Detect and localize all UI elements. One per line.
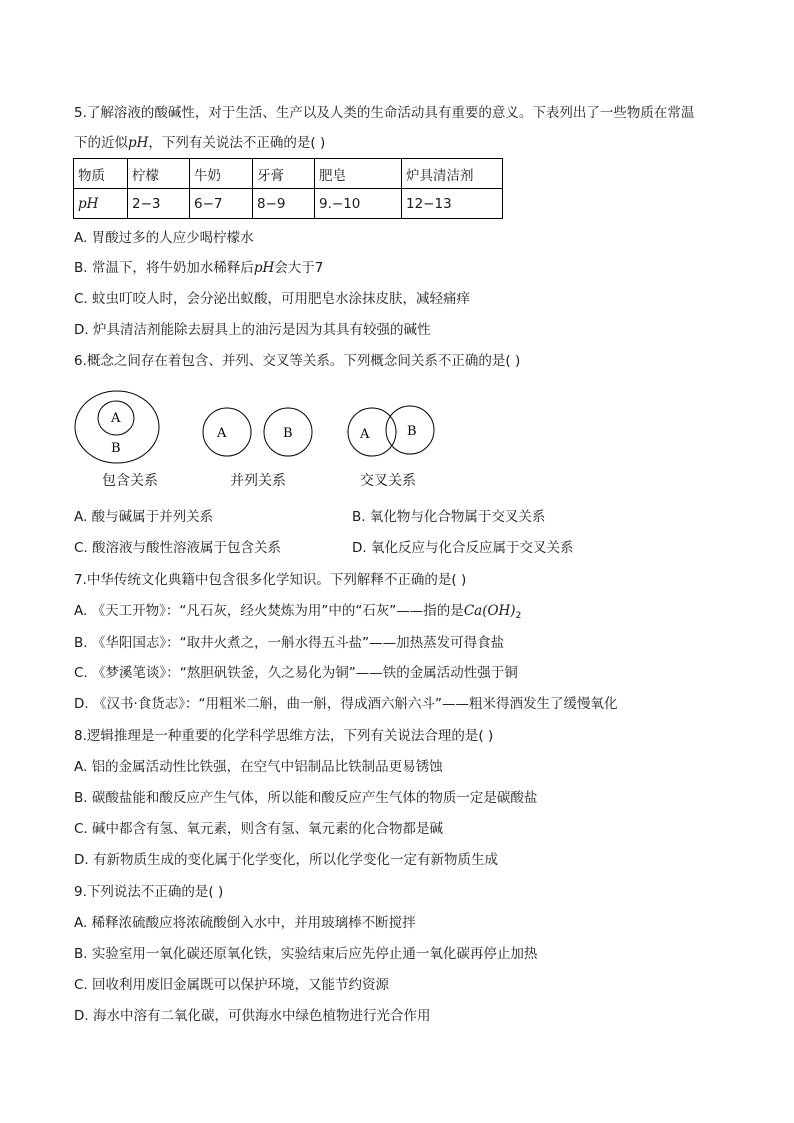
table-header-row — [74, 159, 503, 189]
table-cell: 12−13 — [402, 189, 503, 219]
q5-option-d: D. 炉具清洁剂能除去厨具上的油污是因为其具有较强的碱性 — [74, 322, 431, 338]
q8-option-a: A. 铝的金属活动性比铁强，在空气中铝制品比铁制品更易锈蚀 — [74, 759, 443, 775]
q9-option-b: B. 实验室用一氧化碳还原氧化铁，实验结束后应先停止通一氧化碳再停止加热 — [74, 946, 538, 962]
intersect-label-a: A — [360, 427, 370, 442]
table-header-cell: 物质 — [74, 159, 128, 189]
q6-option-a: A. 酸与碱属于并列关系 — [74, 509, 214, 525]
parallel-label-a: A — [217, 426, 227, 441]
ph-table — [73, 158, 503, 219]
q8-option-c: C. 碱中都含有氢、氧元素，则含有氢、氧元素的化合物都是碱 — [74, 821, 444, 837]
q5-option-b: B. 常温下，将牛奶加水稀释后pH会大于7 — [74, 260, 324, 276]
intersect-circle-a — [348, 408, 396, 456]
q6-option-c: C. 酸溶液与酸性溶液属于包含关系 — [74, 540, 282, 556]
parallel-circle-a — [203, 408, 251, 456]
table-cell: 6−7 — [190, 189, 253, 219]
q8-option-d: D. 有新物质生成的变化属于化学变化，所以化学变化一定有新物质生成 — [74, 852, 498, 868]
q5-stem-line2: 下的近似pH，下列有关说法不正确的是( ) — [74, 135, 326, 151]
containment-inner-circle — [98, 401, 134, 435]
q6-option-b: B. 氧化物与化合物属于交叉关系 — [352, 509, 546, 525]
q5-option-c: C. 蚊虫叮咬人时，会分泌出蚁酸，可用肥皂水涂抹皮肤，减轻痛痒 — [74, 291, 471, 307]
q9-option-c: C. 回收利用废旧金属既可以保护环境，又能节约资源 — [74, 977, 390, 993]
intersect-label-b: B — [407, 424, 417, 439]
caption-parallel: 并列关系 — [230, 473, 286, 489]
parallel-label-b: B — [283, 426, 293, 441]
q7-option-d: D. 《汉书·食货志》：“用粗米二斛，曲一斛，得成酒六斛六斗”——粗米得酒发生了缓慢氧化 — [74, 696, 618, 712]
q7-option-b: B. 《华阳国志》：“取井火煮之，一斛水得五斗盐”——加热蒸发可得食盐 — [74, 635, 505, 651]
caption-intersection: 交叉关系 — [360, 473, 416, 489]
table-header-cell: 牙膏 — [253, 159, 315, 189]
q7-option-c: C. 《梦溪笔谈》：“熬胆矾铁釜，久之易化为铜”——铁的金属活动性强于铜 — [74, 665, 518, 681]
table-header-cell: 炉具清洁剂 — [402, 159, 503, 189]
q5-option-a: A. 胃酸过多的人应少喝柠檬水 — [74, 230, 254, 246]
q5-stem-line1: 5.了解溶液的酸碱性，对于生活、生产以及人类的生命活动具有重要的意义。下表列出了一些物质在常温 — [74, 105, 695, 121]
containment-label-a: A — [111, 411, 121, 426]
q8-stem: 8.逻辑推理是一种重要的化学科学思维方法，下列有关说法合理的是( ) — [74, 728, 494, 744]
containment-label-b: B — [111, 441, 121, 456]
containment-outer-circle — [75, 391, 159, 463]
table-row — [74, 189, 503, 219]
caption-containment: 包含关系 — [102, 473, 158, 489]
table-cell: 9.−10 — [315, 189, 402, 219]
table-row-label: pH — [74, 189, 128, 219]
table-cell: 2−3 — [128, 189, 190, 219]
q6-option-d: D. 氧化反应与化合反应属于交叉关系 — [352, 540, 574, 556]
table-header-cell: 牛奶 — [190, 159, 253, 189]
q6-stem: 6.概念之间存在着包含、并列、交叉等关系。下列概念间关系不正确的是( ) — [74, 353, 521, 369]
table-header-cell: 肥皂 — [315, 159, 402, 189]
intersect-circle-b — [386, 406, 434, 454]
q9-stem: 9.下列说法不正确的是( ) — [74, 884, 224, 900]
q9-option-a: A. 稀释浓硫酸应将浓硫酸倒入水中，并用玻璃棒不断搅拌 — [74, 915, 416, 931]
q7-stem: 7.中华传统文化典籍中包含很多化学知识。下列解释不正确的是( ) — [74, 572, 467, 588]
table-header-cell: 柠檬 — [128, 159, 190, 189]
table-cell: 8−9 — [253, 189, 315, 219]
q8-option-b: B. 碳酸盐能和酸反应产生气体，所以能和酸反应产生气体的物质一定是碳酸盐 — [74, 790, 538, 806]
parallel-circle-b — [264, 408, 312, 456]
q9-option-d: D. 海水中溶有二氧化碳，可供海水中绿色植物进行光合作用 — [74, 1008, 431, 1024]
q7-option-a: A. 《天工开物》：“凡石灰，经火焚炼为用”中的“石灰”——指的是$Ca(OH)_2$ — [74, 603, 522, 621]
